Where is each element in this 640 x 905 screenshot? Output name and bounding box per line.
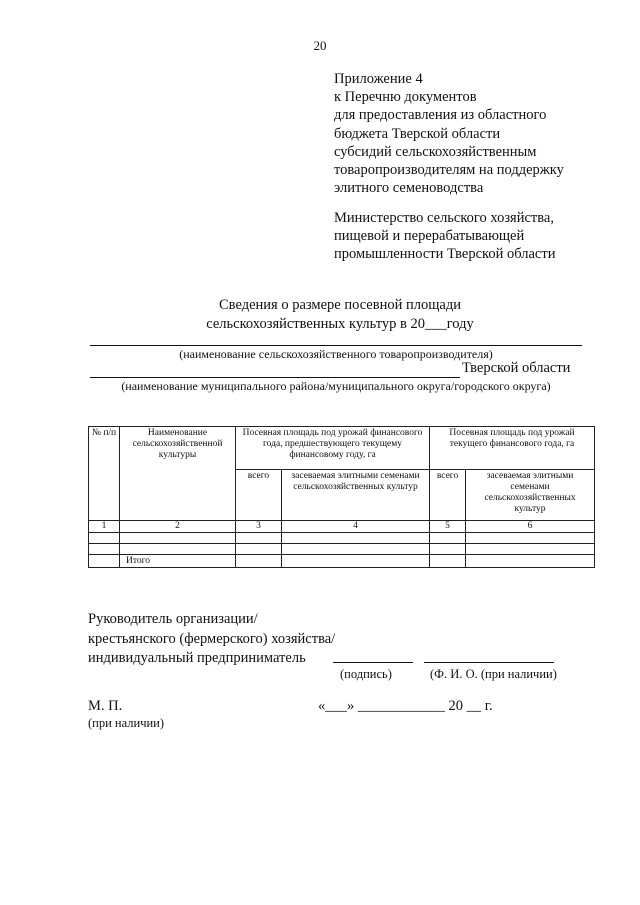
addressee-line: промышленности Тверской области	[334, 246, 556, 263]
header-previous-year-area: Посевная площадь под урожай финансового года, предшествующего текущему финансовому году, га	[236, 427, 430, 470]
date-line: «___» ____________ 20 __ г.	[318, 698, 493, 714]
table-cell[interactable]	[236, 544, 282, 555]
region-suffix: Тверской области	[462, 360, 571, 376]
header-crop-name: Наименование сельскохозяйственной культуры	[120, 427, 236, 521]
header-curr-elite: засеваемая элитными семенами сельскохозяйственных культур	[466, 470, 595, 521]
title-line: сельскохозяйственных культур в 20___году	[206, 316, 474, 332]
full-name-caption: (Ф. И. О. (при наличии)	[430, 667, 557, 681]
region-caption: (наименование муниципального района/муниципального округа/городского округа)	[121, 379, 551, 393]
title-line: Сведения о размере посевной площади	[219, 297, 461, 313]
appendix-line: субсидий сельскохозяйственным	[334, 143, 537, 160]
index-cell: 4	[282, 521, 430, 533]
table-cell[interactable]	[282, 544, 430, 555]
table-cell[interactable]	[466, 544, 595, 555]
table-total-row	[89, 555, 595, 568]
table-cell[interactable]	[430, 555, 466, 568]
signer-line: индивидуальный предприниматель	[88, 650, 306, 666]
table-cell[interactable]	[89, 533, 120, 544]
header-current-year-area: Посевная площадь под урожай текущего финансового года, га	[430, 427, 595, 470]
signer-line: крестьянского (фермерского) хозяйства/	[88, 630, 336, 647]
appendix-line: элитного семеноводства	[334, 180, 484, 197]
appendix-line: бюджета Тверской области	[334, 125, 501, 142]
header-prev-total: всего	[236, 470, 282, 521]
addressee-line: пищевой и перерабатывающей	[334, 228, 525, 245]
index-cell: 1	[89, 521, 120, 533]
signature-caption: (подпись)	[340, 667, 392, 681]
table-cell[interactable]	[430, 533, 466, 544]
index-cell: 6	[466, 521, 595, 533]
header-curr-total: всего	[430, 470, 466, 521]
signature-line[interactable]	[333, 662, 413, 663]
addressee-line: Министерство сельского хозяйства,	[334, 210, 554, 226]
table-cell	[89, 555, 120, 568]
appendix-line: товаропроизводителям на поддержку	[334, 162, 564, 179]
appendix-block	[334, 70, 564, 197]
table-cell[interactable]	[282, 533, 430, 544]
total-label: Итого	[120, 555, 236, 568]
table-cell[interactable]	[466, 555, 595, 568]
addressee-block	[334, 209, 555, 264]
index-cell: 2	[120, 521, 236, 533]
appendix-line: Приложение 4	[334, 71, 423, 87]
table-row	[89, 544, 595, 555]
appendix-line: к Перечню документов	[334, 89, 477, 106]
stamp-note: (при наличии)	[88, 716, 165, 730]
page-number: 20	[313, 38, 327, 53]
full-name-line[interactable]	[424, 662, 554, 663]
header-number: № п/п	[89, 427, 120, 521]
table-cell[interactable]	[236, 533, 282, 544]
table-cell[interactable]	[89, 544, 120, 555]
index-cell: 5	[430, 521, 466, 533]
table-cell[interactable]	[236, 555, 282, 568]
table-cell[interactable]	[120, 544, 236, 555]
table-row	[89, 533, 595, 544]
region-name-line	[90, 377, 460, 378]
table-cell[interactable]	[466, 533, 595, 544]
table-index-row	[89, 521, 595, 533]
header-prev-elite: засеваемая элитными семенами сельскохозяйственных культур	[282, 470, 430, 521]
table-cell[interactable]	[120, 533, 236, 544]
appendix-line: для предоставления из областного	[334, 107, 547, 124]
stamp-label: М. П.	[88, 698, 123, 714]
crop-area-table	[88, 426, 595, 568]
table-cell[interactable]	[282, 555, 430, 568]
document-title	[60, 296, 620, 334]
table-cell[interactable]	[430, 544, 466, 555]
producer-caption: (наименование сельскохозяйственного товаропроизводителя)	[179, 347, 493, 361]
signer-block	[88, 610, 335, 669]
index-cell: 3	[236, 521, 282, 533]
signer-line: Руководитель организации/	[88, 611, 258, 627]
producer-name-line	[90, 345, 582, 346]
